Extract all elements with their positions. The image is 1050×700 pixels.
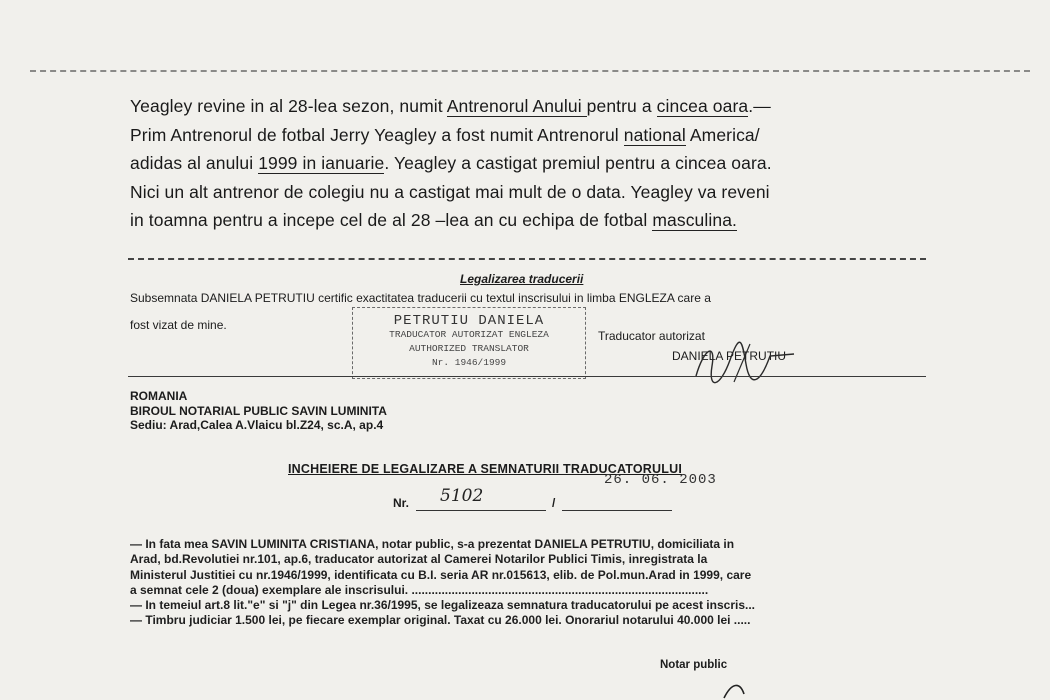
underlined-phrase: cincea oara — [656, 96, 749, 116]
nr-label: Nr. — [393, 496, 410, 510]
incheiere-title: INCHEIERE DE LEGALIZARE A SEMNATURII TRADUCATORULUI — [288, 462, 682, 476]
date-stamp: 26. 06. 2003 — [604, 472, 717, 488]
notary-signature-icon — [720, 680, 760, 700]
translator-signature-icon — [690, 336, 800, 392]
underlined-phrase: masculina. — [652, 210, 737, 231]
translation-paragraph — [130, 92, 930, 235]
notary-line-4: a semnat cele 2 (doua) exemplare ale inscrisului. ......................................................................................... — [130, 582, 709, 597]
underlined-phrase: national — [623, 124, 686, 145]
stamp-line-2: TRADUCATOR AUTORIZAT ENGLEZA — [389, 329, 549, 340]
notary-line-2: Arad, bd.Revolutiei nr.101, ap.6, traducator autorizat al Camerei Notarilor Publici Timis, inregistrata la — [130, 552, 708, 567]
cert-line-2: fost vizat de mine. — [130, 318, 227, 332]
stamp-name: PETRUTIU DANIELA — [393, 313, 545, 329]
top-dashed-rule — [30, 70, 1030, 72]
paragraph-line-2: Prim Antrenorul de fotbal Jerry Yeagley a fost numit Antrenorul national America/ — [130, 124, 760, 145]
underlined-phrase: 1999 in ianuarie — [258, 153, 385, 174]
cert-line-1: Subsemnata DANIELA PETRUTIU certific exactitatea traducerii cu textul inscrisului in limba ENGLEZA care a — [130, 291, 711, 305]
stamp-line-3: AUTHORIZED TRANSLATOR — [409, 343, 529, 354]
notary-office-header — [130, 389, 387, 433]
legalizare-title: Legalizarea traducerii — [460, 272, 584, 286]
romania-label: ROMANIA — [130, 389, 188, 403]
underlined-phrase: Antrenorul Anului — [446, 96, 587, 116]
notary-line-6: — Timbru judiciar 1.500 lei, pe fiecare exemplar original. Taxat cu 26.000 lei. Onorariul notarului 40.000 lei ..... — [130, 613, 751, 628]
notary-line-5: — In temeiul art.8 lit."e" si "j" din Legea nr.36/1995, se legalizeaza semnatura traducatorului pe acest inscris... — [130, 598, 755, 613]
notar-public-label: Notar public — [660, 659, 728, 671]
notary-line-3: Ministerul Justitiei cu nr.1946/1999, identificata cu B.I. seria AR nr.015613, elib. de Pol.mun.Arad in 1999, care — [130, 567, 752, 582]
paragraph-line-4: Nici un alt antrenor de colegiu nu a castigat mai mult de o data. Yeagley va reveni — [130, 181, 770, 202]
traducator-name: DANIELA PETRUTIU — [672, 349, 787, 363]
paragraph-line-1: Yeagley revine in al 28-lea sezon, numit Antrenorul Anului pentru a cincea oara.— — [130, 96, 771, 116]
nr-underline — [416, 510, 546, 511]
paragraph-line-3: adidas al anului 1999 in ianuarie. Yeagley a castigat premiul pentru a cincea oara. — [130, 153, 772, 174]
legalization-separator — [128, 376, 926, 377]
sediu-label: Sediu: Arad,Calea A.Vlaicu bl.Z24, sc.A, ap.4 — [130, 418, 384, 432]
paragraph-separator — [128, 258, 926, 260]
nr-year-underline — [562, 510, 672, 511]
nr-value: 5102 — [440, 486, 484, 506]
nr-slash: / — [552, 496, 556, 510]
stamp-line-4: Nr. 1946/1999 — [431, 357, 507, 368]
traducator-label: Traducator autorizat — [598, 329, 705, 343]
paragraph-line-5: in toamna pentru a incepe cel de al 28 –lea an cu echipa de fotbal masculina. — [130, 210, 737, 231]
birou-label: BIROUL NOTARIAL PUBLIC SAVIN LUMINITA — [130, 403, 387, 418]
notary-statement — [130, 537, 930, 629]
translator-stamp — [352, 307, 586, 379]
notary-line-1: — In fata mea SAVIN LUMINITA CRISTIANA, notar public, s-a prezentat DANIELA PETRUTIU, domiciliata in — [130, 537, 735, 551]
